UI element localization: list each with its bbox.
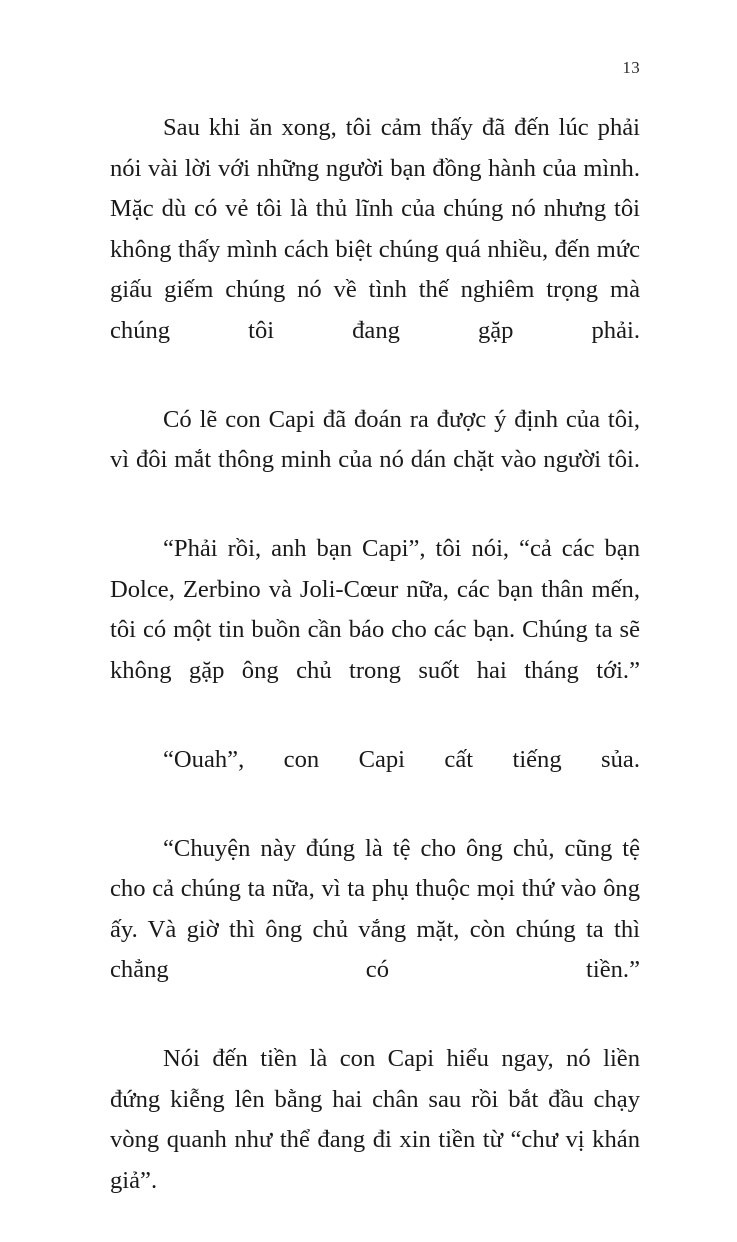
paragraph: “Ouah”, con Capi cất tiếng sủa. xyxy=(163,745,640,773)
page-number: 13 xyxy=(622,58,640,77)
paragraph: Có lẽ con Capi đã đoán ra được ý định của tôi, vì đôi mắt thông minh của nó dán chặt vào người tôi. xyxy=(110,405,640,473)
paragraph: “Chuyện này đúng là tệ cho ông chủ, cũng tệ cho cả chúng ta nữa, vì ta phụ thuộc mọi thứ vào ông ấy. Và giờ thì ông chủ vắng mặt, còn chúng ta thì chẳng có tiền.” xyxy=(110,834,640,983)
paragraph: Sau khi ăn xong, tôi cảm thấy đã đến lúc phải nói vài lời với những người bạn đồng hành của mình. Mặc dù có vẻ tôi là thủ lĩnh của chúng nó nhưng tôi không thấy mình cách biệt chúng quá nhiều, đến mức giấu giếm chúng nó về tình thế nghiêm trọng mà chúng tôi đang gặp phải. xyxy=(110,114,640,344)
paragraph: “Phải rồi, anh bạn Capi”, tôi nói, “cả các bạn Dolce, Zerbino và Joli-Cœur nữa, các bạn thân mến, tôi có một tin buồn cần báo cho các bạn. Chúng ta sẽ không gặp ông chủ trong suốt hai tháng tới.” xyxy=(110,535,640,684)
body-text-block xyxy=(110,108,640,1242)
paragraph: Nói đến tiền là con Capi hiểu ngay, nó liền đứng kiễng lên bằng hai chân sau rồi bắt đầu chạy vòng quanh như thể đang đi xin tiền từ “chư vị khán giả”. xyxy=(110,1045,640,1194)
